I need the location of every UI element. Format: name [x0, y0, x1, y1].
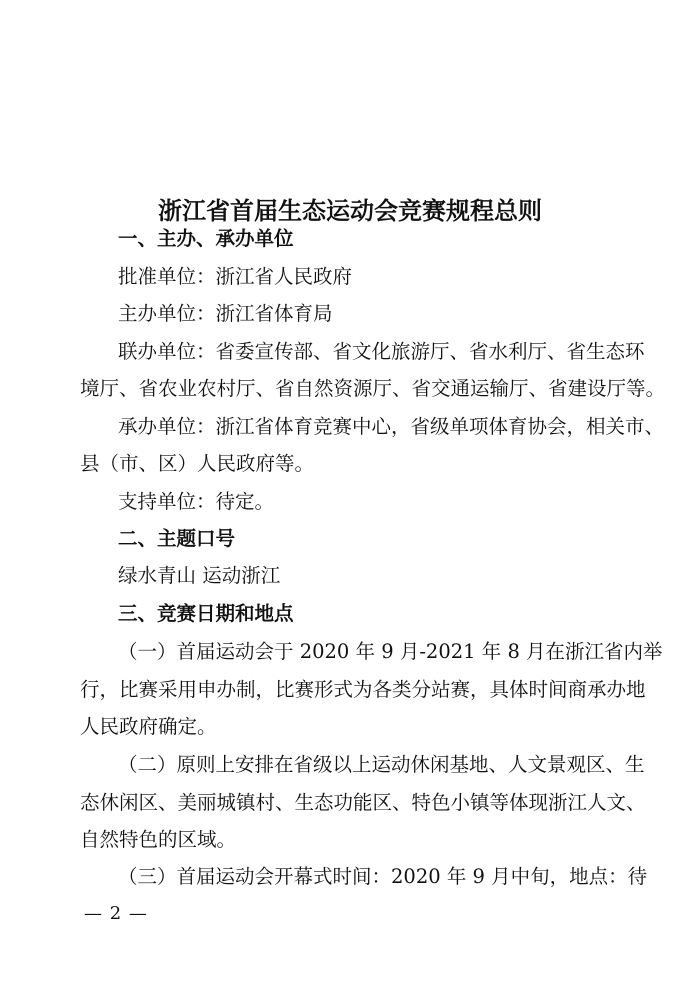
undertaking-units-line: 承办单位：浙江省体育竞赛中心，省级单项体育协会，相关市、 — [118, 415, 665, 438]
host-unit-line: 主办单位：浙江省体育局 — [118, 302, 333, 325]
section-heading-slogan: 二、主题口号 — [118, 527, 236, 550]
section-heading-dates-venues: 三、竞赛日期和地点 — [118, 602, 294, 625]
dates-paragraph-line-1: （一）首届运动会于 2020 年 9 月-2021 年 8 月在浙江省内举 — [118, 640, 663, 663]
co-organizers-continued-line: 境厅、省农业农村厅、省自然资源厅、省交通运输厅、省建设厅等。 — [80, 377, 666, 400]
venues-paragraph-line-3: 自然特色的区域。 — [80, 828, 237, 851]
approving-unit-line: 批准单位：浙江省人民政府 — [118, 265, 353, 288]
undertaking-units-continued-line: 县（市、区）人民政府等。 — [80, 452, 315, 475]
page-number: — 2 — — [84, 903, 148, 924]
opening-ceremony-line: （三）首届运动会开幕式时间：2020 年 9 月中旬，地点：待 — [118, 865, 648, 888]
venues-paragraph-line-1: （二）原则上安排在省级以上运动休闲基地、人文景观区、生 — [118, 753, 645, 776]
slogan-line: 绿水青山 运动浙江 — [118, 564, 281, 587]
co-organizers-line: 联办单位：省委宣传部、省文化旅游厅、省水利厅、省生态环 — [118, 340, 645, 363]
section-heading-organizers: 一、主办、承办单位 — [118, 227, 294, 250]
supporting-unit-line: 支持单位：待定。 — [118, 490, 275, 513]
dates-paragraph-line-2: 行，比赛采用申办制，比赛形式为各类分站赛，具体时间商承办地 — [80, 678, 646, 701]
dates-paragraph-line-3: 人民政府确定。 — [80, 715, 217, 738]
document-title: 浙江省首届生态运动会竞赛规程总则 — [158, 196, 542, 225]
venues-paragraph-line-2: 态休闲区、美丽城镇村、生态功能区、特色小镇等体现浙江人文、 — [80, 791, 646, 814]
